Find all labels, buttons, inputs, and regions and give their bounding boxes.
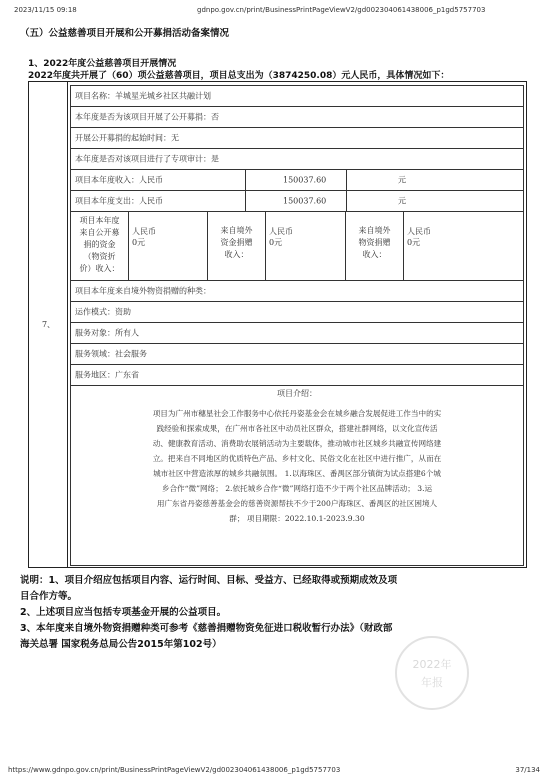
- service-area: 服务地区：广东省: [75, 370, 139, 380]
- print-header: [14, 6, 540, 18]
- note-line: 海关总署 国家税务总局公告2015年第102号）: [20, 639, 222, 650]
- intro-heading: 项目介绍：: [277, 389, 317, 398]
- note-line: 目合作方等。: [20, 591, 78, 602]
- public-fundraising-income-value: 人民币 0元: [129, 212, 208, 280]
- overseas-material-types: 项目本年度来自境外物资捐赠的种类：: [75, 286, 211, 296]
- row-service-area: [71, 365, 523, 386]
- page-number: 37/134: [515, 766, 540, 774]
- intro-line: 立。把来自不同地区的优质特色产品、乡村文化、民俗文化在社区中进行推广，从而在: [152, 454, 442, 463]
- intro-line: 践经验和探索成果，在广州市各社区中动员社区群众，搭建社群网络，以文化宣传活: [156, 424, 438, 433]
- project-name: 项目名称：羊城星光城乡社区共融计划: [75, 91, 211, 101]
- row-donation-breakdown: [71, 212, 523, 281]
- row-fundraising-start: [71, 128, 523, 149]
- public-fundraising-income-label: 项目本年度 来自公开募 捐的资金 （物资折 价）收入：: [71, 212, 129, 280]
- intro-line: 乡合作“微”网络； 2.依托城乡合作“微”网络打造不少于两个社区品牌活动； 3.运: [161, 484, 433, 493]
- notes: [20, 573, 540, 653]
- divider: [245, 170, 246, 190]
- row-expense: [71, 191, 523, 212]
- expense-label: 项目本年度支出：人民币: [75, 196, 163, 206]
- row-operation-mode: [71, 302, 523, 323]
- row-material-types: [71, 281, 523, 302]
- summary-line: 2022年度共开展了（60）项公益慈善项目，项目总支出为（3874250.08）元人民币，具体情况如下：: [28, 71, 450, 81]
- intro-line: 动、健康教育活动、消费助农展销活动为主要载体，推动城市社区城乡共融宣传网络建: [152, 439, 442, 448]
- operation-mode: 运作模式：资助: [75, 307, 131, 317]
- print-datetime: 2023/11/15 09:18: [14, 6, 77, 14]
- project-table-frame: [28, 81, 527, 568]
- beneficiaries: 服务对象：所有人: [75, 328, 139, 338]
- row-number-column: [29, 82, 68, 567]
- intro-line: 用广东省丹姿慈善基金会的慈善资源帮扶不少于200户海珠区、番禺区的社区困境人: [156, 499, 438, 508]
- income-unit: 元: [398, 175, 406, 185]
- expense-unit: 元: [398, 196, 406, 206]
- row-service-field: [71, 344, 523, 365]
- public-fundraising: 本年度是否为该项目开展了公开募捐：否: [75, 112, 219, 122]
- row-number: 7、: [41, 320, 56, 329]
- intro-line: 项目为广州市穗星社会工作服务中心依托丹姿基金会在城乡融合发展促进工作当中的实: [152, 409, 442, 418]
- special-audit: 本年度是否对该项目进行了专项审计：是: [75, 154, 219, 164]
- print-url: gdnpo.gov.cn/print/BusinessPrintPageViewV2/gd002304061438006_p1gd5757703: [197, 6, 486, 14]
- row-project-intro: [71, 386, 523, 567]
- overseas-fund-income-label: 来自境外 资金捐赠 收入：: [208, 212, 266, 280]
- row-beneficiaries: [71, 323, 523, 344]
- sub-title: 1、2022年度公益慈善项目开展情况: [28, 59, 177, 69]
- income-label: 项目本年度收入：人民币: [75, 175, 163, 185]
- divider: [346, 191, 347, 211]
- overseas-material-income-value: 人民币 0元: [407, 227, 431, 247]
- service-field: 服务领域：社会服务: [75, 349, 147, 359]
- annual-report-watermark: [395, 636, 469, 710]
- overseas-fund-income-value: 人民币 0元: [266, 212, 346, 280]
- watermark-year: 2022年: [412, 658, 452, 671]
- intro-line: 群； 项目期限：2022.10.1-2023.9.30: [229, 514, 365, 523]
- section-title: （五）公益慈善项目开展和公开募捐活动备案情况: [20, 28, 230, 39]
- divider: [346, 170, 347, 190]
- row-special-audit: [71, 149, 523, 170]
- note-line: 说明：1、项目介绍应包括项目内容、运行时间、目标、受益方、已经取得或预期成效及项: [20, 575, 398, 586]
- row-public-fundraising: [71, 107, 523, 128]
- project-detail-table: [70, 85, 524, 566]
- fundraising-start: 开展公开募捐的起始时间：无: [75, 133, 179, 143]
- income-value: 150037.60: [283, 175, 327, 185]
- print-footer: [8, 766, 540, 778]
- row-project-name: [71, 86, 523, 107]
- overseas-material-income-label: 来自境外 物资捐赠 收入：: [346, 212, 404, 280]
- intro-line: 城市社区中营造浓厚的城乡共融氛围。 1.以海珠区、番禺区部分镇街为试点搭建6个城: [153, 469, 441, 478]
- footer-url: https://www.gdnpo.gov.cn/print/BusinessPrintPageViewV2/gd002304061438006_p1gd5757703: [8, 766, 341, 774]
- divider: [245, 191, 246, 211]
- watermark-label: 年报: [421, 676, 443, 689]
- expense-value: 150037.60: [283, 196, 327, 206]
- note-line: 3、本年度来自境外物资捐赠种类可参考《慈善捐赠物资免征进口税收暂行办法》（财政部: [20, 623, 393, 634]
- note-line: 2、上述项目应当包括专项基金开展的公益项目。: [20, 607, 227, 618]
- row-income: [71, 170, 523, 191]
